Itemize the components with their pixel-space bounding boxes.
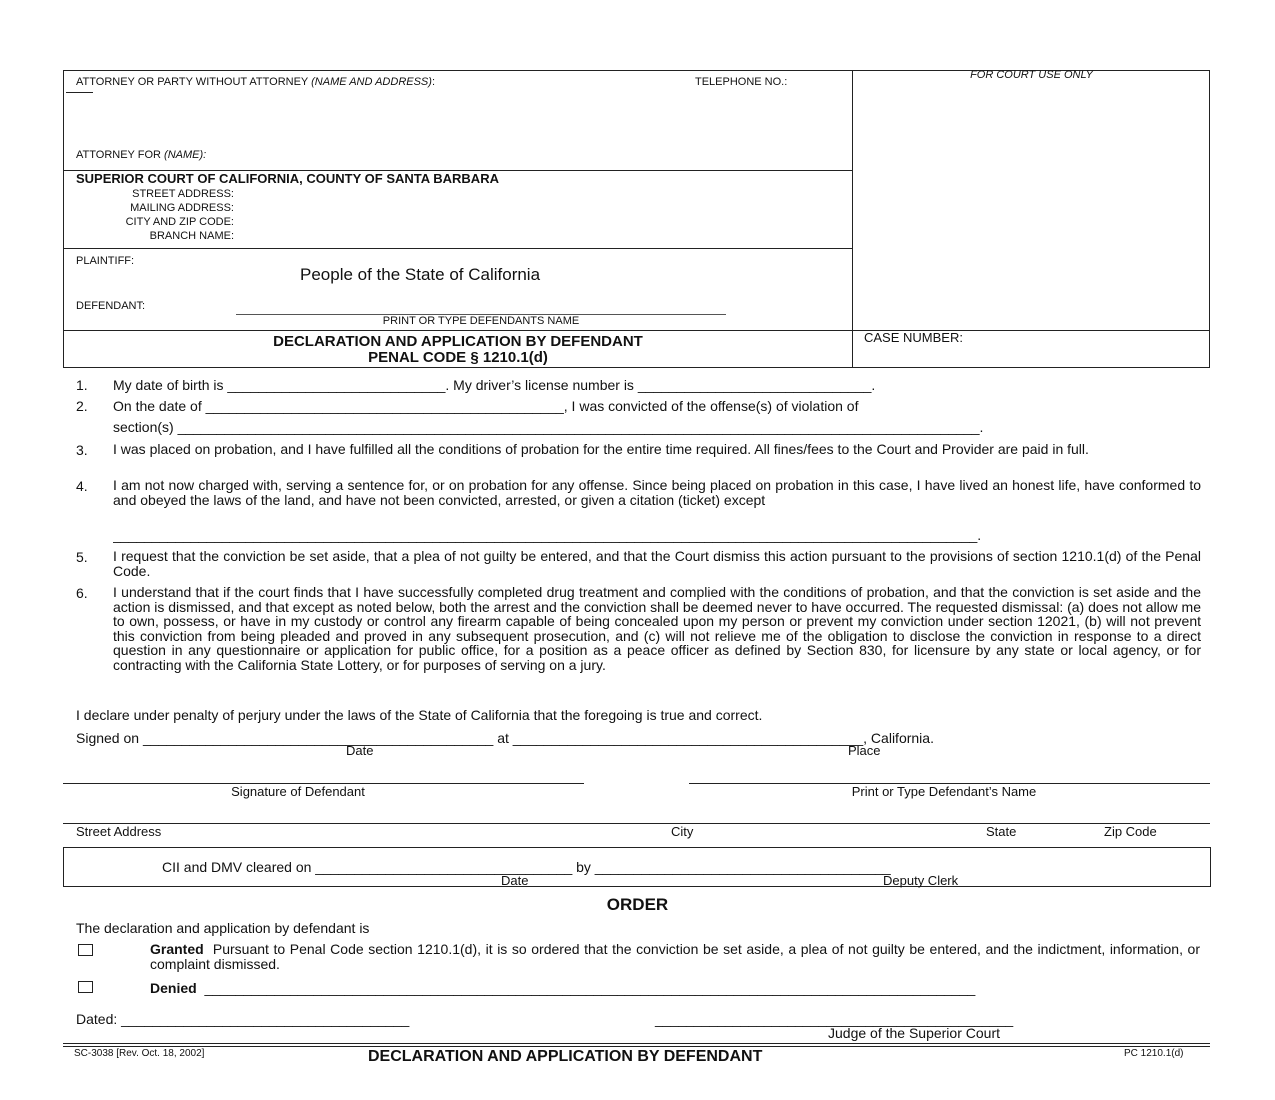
defendant-name-note: PRINT OR TYPE DEFENDANTS NAME — [382, 315, 580, 327]
case-number-label: CASE NUMBER: — [864, 330, 963, 345]
signed-place-label: Place — [848, 743, 881, 758]
branch-name-label: BRANCH NAME: — [149, 230, 234, 242]
caption-divider-3 — [63, 330, 1210, 331]
signed-on-line: Signed on _____________________________________________ at _____________________________________________, California. — [76, 730, 934, 746]
attorney-label — [76, 76, 435, 88]
denied-row — [150, 980, 975, 996]
court-use-label: FOR COURT USE ONLY — [970, 69, 1093, 81]
item-4-text: I am not now charged with, serving a sentence for, or on probation for any offense. Since being placed on probation in this case, I have lived an honest life, have conformed to and obeyed the laws of the land, and have not been convicted, arrested, or given a citation (ticket) except — [113, 477, 1201, 508]
clearance-date-label: Date — [501, 873, 529, 888]
footer-title: DECLARATION AND APPLICATION BY DEFENDANT — [368, 1048, 763, 1065]
footer-code: PC 1210.1(d) — [1124, 1048, 1184, 1059]
item-3-text: I was placed on probation, and I have fulfilled all the conditions of probation for the entire time required. All fines/fees to the Court and Provider are paid in full. — [113, 441, 1089, 457]
attorney-label-italic: (NAME AND ADDRESS) — [311, 76, 432, 88]
order-intro: The declaration and application by defendant is — [76, 920, 370, 936]
item-2-number: 2. — [76, 398, 88, 414]
zip-code-label: Zip Code — [1104, 824, 1157, 839]
item-5-number: 5. — [76, 549, 88, 565]
granted-paragraph — [150, 942, 1200, 971]
item-5-text: I request that the conviction be set aside, that a plea of not guilty be entered, and that the Court dismiss this action pursuant to the provisions of section 1210.1(d) of the Penal Code. — [113, 548, 1201, 579]
form-title-line2: PENAL CODE § 1210.1(d) — [368, 349, 548, 366]
street-address-label: STREET ADDRESS: — [132, 188, 234, 200]
judge-signature-line: ______________________________________________ — [655, 1011, 1014, 1027]
form-title-line1: DECLARATION AND APPLICATION BY DEFENDANT — [273, 333, 643, 350]
attorney-label-end: : — [431, 76, 435, 88]
dated-line: Dated: _____________________________________ — [76, 1011, 410, 1027]
footer-rule-2 — [63, 1046, 1210, 1047]
item-4-blank: _______________________________________________________________________________________________________________. — [113, 527, 982, 543]
order-heading: ORDER — [606, 895, 669, 914]
signature-label: Signature of Defendant — [231, 784, 365, 799]
item-2-text-a: On the date of ______________________________________________, I was convicted of the offense(s) of violation of — [113, 398, 859, 414]
item-4-number: 4. — [76, 478, 88, 494]
caption-divider-2 — [63, 248, 853, 249]
judge-label: Judge of the Superior Court — [828, 1025, 1000, 1041]
footer-rule-1 — [63, 1043, 1210, 1044]
item-3-number: 3. — [76, 442, 88, 458]
plaintiff-value: People of the State of California — [300, 265, 541, 284]
item-1-number: 1. — [76, 377, 88, 393]
print-name-label: Print or Type Defendant’s Name — [851, 784, 1037, 799]
caption-vertical-divider — [852, 70, 853, 368]
defendant-label: DEFENDANT: — [76, 300, 146, 312]
denied-line: ___________________________________________________________________________________________________ — [204, 980, 976, 996]
attorney-for-text: ATTORNEY FOR — [76, 149, 161, 161]
item-2-text-b: section(s) _______________________________________________________________________________________________________. — [113, 419, 984, 435]
item-6-text: I understand that if the court finds that I have successfully completed drug treatment and complied with the conditions of probation, and that the conviction is set aside and the action is dismissed, and that except as noted below, both the arrest and the conviction shall be deemed never to have occurred. The requested dismissal: (a) does not allow me to own, possess, or have in my custody or control any firearm capable of being concealed upon my person or prevent my conviction under section 12021, (b) will not prevent this conviction from being pleaded and proved in any subsequent prosecution, and (c) will not relieve me of the obligation to disclose the conviction in response to a direct question in any questionnaire or application for public office, for a position as a peace officer as defined by Section 830, for licensure by any state or local agency, or for contracting with the California State Lottery, or for purposes of serving on a jury. — [113, 584, 1201, 673]
item-1-text: My date of birth is ____________________________. My driver’s license number is ______________________________. — [113, 377, 876, 393]
street-address-label-defendant: Street Address — [76, 824, 162, 839]
declaration-statement: I declare under penalty of perjury under the laws of the State of California that the foregoing is true and correct. — [76, 707, 763, 723]
clearance-line: CII and DMV cleared on _________________________________ by ______________________________________ — [162, 859, 891, 875]
form-id: SC-3038 [Rev. Oct. 18, 2002] — [74, 1048, 205, 1059]
attorney-for-label — [76, 149, 206, 161]
attorney-for-italic: (NAME): — [164, 149, 207, 161]
granted-checkbox[interactable] — [78, 944, 93, 956]
address-line — [63, 823, 1210, 824]
denied-label: Denied — [150, 980, 197, 996]
state-label: State — [986, 824, 1017, 839]
city-zip-label: CITY AND ZIP CODE: — [125, 216, 234, 228]
plaintiff-label: PLAINTIFF: — [76, 255, 135, 267]
court-name: SUPERIOR COURT OF CALIFORNIA, COUNTY OF SANTA BARBARA — [76, 171, 499, 186]
granted-label: Granted — [150, 941, 204, 957]
clearance-clerk-label: Deputy Clerk — [883, 873, 959, 888]
city-label: City — [671, 824, 694, 839]
granted-text: Pursuant to Penal Code section 1210.1(d), it is so ordered that the conviction be set aside, a plea of not guilty be entered, and the indictment, information, or complaint dismissed. — [150, 941, 1200, 972]
attorney-label-text: ATTORNEY OR PARTY WITHOUT ATTORNEY — [76, 76, 309, 88]
denied-checkbox[interactable] — [78, 981, 93, 993]
item-6-number: 6. — [76, 585, 88, 601]
mailing-address-label: MAILING ADDRESS: — [130, 202, 234, 214]
telephone-label: TELEPHONE NO.: — [695, 76, 788, 88]
signed-date-label: Date — [346, 743, 374, 758]
caption-tick — [66, 92, 93, 93]
